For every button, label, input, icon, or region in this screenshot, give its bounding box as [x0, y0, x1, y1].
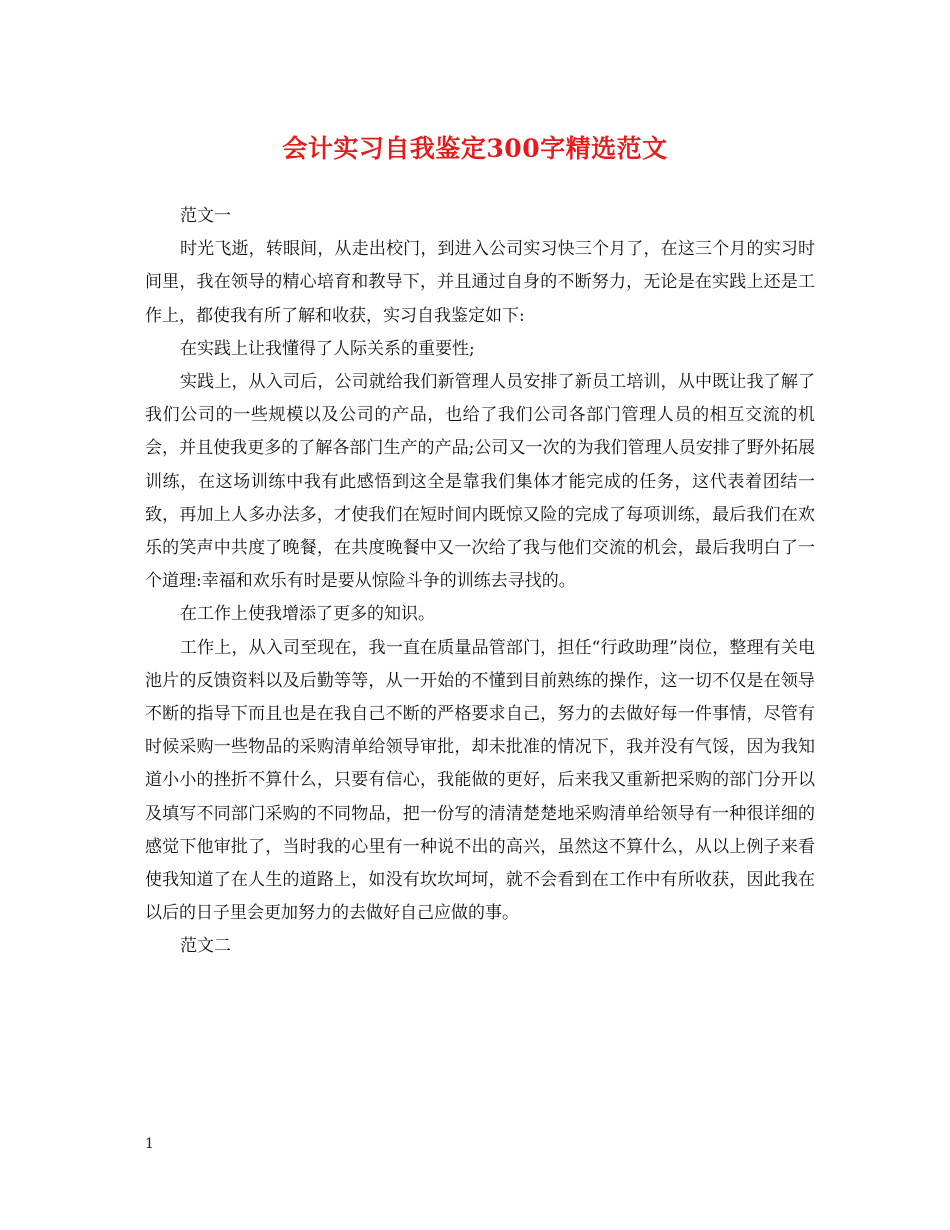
- document-body: [145, 200, 815, 964]
- paragraph-intro: 时光飞逝，转眼间，从走出校门，到进入公司实习快三个月了，在这三个月的实习时间里，我在领导的精心培育和教导下，并且通过自身的不断努力，无论是在实践上还是工作上，都使我有所了解和收获，实习自我鉴定如下:: [145, 239, 815, 326]
- paragraph-practice: 实践上，从入司后，公司就给我们新管理人员安排了新员工培训，从中既让我了解了我们公司的一些规模以及公司的产品，也给了我们公司各部门管理人员的相互交流的机会，并且使我更多的了解各部门生产的产品;公司又一次的为我们管理人员安排了野外拓展训练，在这场训练中我有此感悟到这全是靠我们集体才能完成的任务，这代表着团结一致，再加上人多办法多，才使我们在短时间内既惊又险的完成了每项训练，最后我们在欢乐的笑声中共度了晚餐，在共度晚餐中又一次给了我与他们交流的机会，最后我明白了一个道理:幸福和欢乐有时是要从惊险斗争的训练去寻找的。: [145, 372, 815, 592]
- section-heading-2: 范文二: [180, 936, 231, 957]
- paragraph-practice-heading: 在实践上让我懂得了人际关系的重要性;: [180, 338, 475, 359]
- paragraph-work-heading: 在工作上使我增添了更多的知识。: [180, 604, 435, 625]
- page-number: 1: [145, 1136, 154, 1152]
- section-heading-1: 范文一: [180, 206, 231, 226]
- document-title: 会计实习自我鉴定300字精选范文: [282, 134, 668, 163]
- paragraph-work: 工作上，从入司至现在，我一直在质量品管部门，担任“行政助理”岗位，整理有关电池片的反馈资料以及后勤等等，从一开始的不懂到目前熟练的操作，这一切不仅是在领导不断的指导下而且也是在我自己不断的严格要求自己，努力的去做好每一件事情，尽管有时候采购一些物品的采购清单给领导审批，却未批准的情况下，我并没有气馁，因为我知道小小的挫折不算什么，只要有信心，我能做的更好，后来我又重新把采购的部门分开以及填写不同部门采购的不同物品，把一份写的清清楚楚地采购清单给领导有一种很详细的感觉下他审批了，当时我的心里有一种说不出的高兴，虽然这不算什么，从以上例子来看使我知道了在人生的道路上，如没有坎坎坷坷，就不会看到在工作中有所收获，因此我在以后的日子里会更加努力的去做好自己应做的事。: [145, 637, 815, 924]
